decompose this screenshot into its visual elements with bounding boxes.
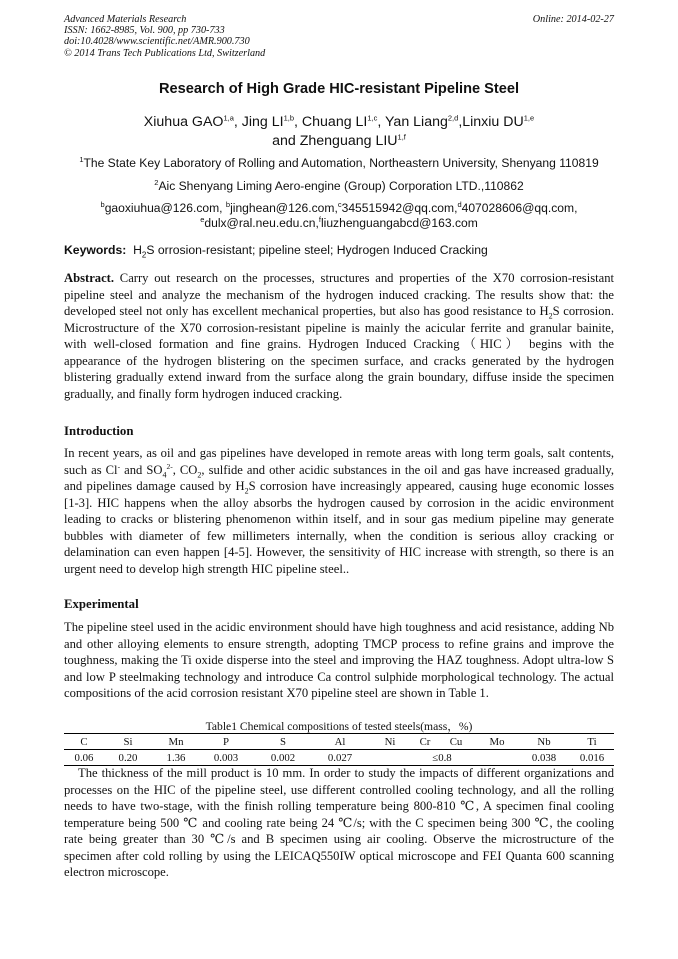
introduction-text (64, 445, 614, 577)
doi-line: doi:10.4028/www.scientific.net/AMR.900.730 (64, 36, 250, 48)
author-name: , Jing LI (233, 114, 284, 130)
aff-sup: 2 (154, 177, 159, 187)
table-cell: 0.003 (200, 750, 252, 766)
author-sup: 1,c (367, 113, 378, 123)
author-name: , Yan Liang (377, 114, 448, 130)
author-sup: 1,f (397, 132, 406, 142)
table-cell: 0.20 (104, 750, 152, 766)
table-header-cell: Cr (414, 734, 436, 750)
table-header-cell: S (252, 734, 314, 750)
email-sup: e (200, 214, 205, 224)
aff-text: The State Key Laboratory of Rolling and Automation, Northeastern University, Shenyang 110819 (83, 156, 599, 170)
issn-line: ISSN: 1662-8985, Vol. 900, pp 730-733 (64, 25, 225, 37)
table-header-cell: Al (314, 734, 366, 750)
email: 345515942@qq.com, (341, 201, 458, 215)
table-cell: 0.002 (252, 750, 314, 766)
intro-sub: 2 (197, 470, 202, 480)
author-name: Xiuhua GAO (143, 114, 224, 130)
keywords (64, 243, 488, 260)
email-list (0, 201, 678, 231)
author-sup: 2,d (447, 113, 459, 123)
intro-text: , sulfide and other acidic substances in the oil and gas have increased gradually, and pipelines damage caused by H (64, 462, 614, 493)
table-header-cell: Cu (436, 734, 476, 750)
email: gaoxiuhua@126.com, (104, 201, 226, 215)
email-sup: d (457, 199, 462, 209)
email: jinghean@126.com, (230, 201, 338, 215)
author-name: ,Linxiu DU (458, 114, 524, 130)
table-cell: 0.06 (64, 750, 104, 766)
table-header-cell: Ti (570, 734, 614, 750)
author-sup: 1,e (523, 113, 535, 123)
author-sup: 1,a (223, 113, 234, 123)
intro-sup: 2- (166, 461, 173, 471)
email-sup: b (225, 199, 231, 209)
author-name: , Chuang LI (294, 114, 368, 130)
email-sup: c (337, 199, 342, 209)
introduction-heading: Introduction (64, 424, 134, 438)
intro-text: S corrosion have increasingly appeared, causing huge economic losses [1-3]. HIC happens when the alloy absorbs the hydrogen caused by corrosion in the acidic environment leading to cracks or blistering phenomenon within itself, and in sour gas medium pipeline may generate bubbles with diameter of few millimeters internally, when the condition is serious alloy cracking or delamination can even happen [4-5]. However, the sensitivity of HIC increase with strength, so there is an urgent need to develop high strength HIC pipeline steel.. (64, 479, 614, 576)
online-date: Online: 2014-02-27 (532, 14, 614, 25)
abstract-label: Abstract. (64, 271, 115, 285)
table-header-cell: P (200, 734, 252, 750)
table-cell: 1.36 (152, 750, 200, 766)
table-header-cell: Nb (518, 734, 570, 750)
paper-title: Research of High Grade HIC-resistant Pipeline Steel (158, 81, 520, 97)
aff-text: Aic Shenyang Liming Aero-engine (Group) Corporation LTD.,110862 (158, 179, 524, 193)
abstract (64, 270, 614, 402)
author-list (0, 113, 678, 151)
author-name: and Zhenguang LIU (272, 133, 398, 149)
table-header-cell: Mn (152, 734, 200, 750)
table-cell: 0.038 (518, 750, 570, 766)
table-cell: 0.016 (570, 750, 614, 766)
email: 407028606@qq.com, (461, 201, 578, 215)
email: liuzhenguangabcd@163.com (320, 216, 478, 230)
intro-sub: 4 (162, 470, 167, 480)
keyword-sub: 2 (141, 250, 147, 260)
table-header-cell: Si (104, 734, 152, 750)
email: dulx@ral.neu.edu.cn, (204, 216, 319, 230)
table-caption: Table1 Chemical compositions of tested steels(mass，%) (205, 720, 473, 733)
affiliation-1 (0, 156, 678, 171)
table-cell: 0.027 (314, 750, 366, 766)
journal-header (64, 14, 265, 59)
keyword-text: S orrosion-resistant; pipeline steel; Hydrogen Induced Cracking (146, 243, 488, 257)
copyright-line: © 2014 Trans Tech Publications Ltd, Switzerland (64, 47, 266, 59)
email-sup: b (100, 199, 105, 209)
experimental-text-2: The thickness of the mill product is 10 mm. In order to study the impacts of different organizations and processes on the HIC of the pipeline steel, use different controlled cooling technology, and all the rolling needs to have two-stage, with the finish rolling temperature being 800-810 ℃, A specimen final cooling temperature being 500 ℃ and cooling rate being 24 ℃/s; with the C specimen being 300 ℃, the cooling rate being greater than 30 ℃/s and B specimen using air cooling. Observe the microstructure of the specimen after cold rolling by using the LEICAQ550IW optical microscope and FEI Quanta 600 scanning electron microscope. (64, 766, 614, 879)
email-sup: f (318, 214, 321, 224)
table-row (64, 750, 614, 766)
affiliation-2 (0, 179, 678, 194)
table-header-cell: Mo (476, 734, 518, 750)
intro-text: In recent years, as oil and gas pipelines have developed in remote areas with long term goals, salt contents, such as Cl (64, 446, 614, 477)
keyword-text: H (133, 243, 142, 257)
keywords-label: Keywords: (64, 243, 127, 257)
abstract-text: Carry out research on the processes, structures and properties of the X70 corrosion-resistant pipeline steel and analyze the mechanism of the hydrogen induced cracking. The results show that: the developed steel not only has excellent mechanical properties, but also has good resistance to H (64, 271, 614, 318)
intro-text: , CO (172, 462, 198, 477)
experimental-heading: Experimental (64, 597, 139, 611)
journal-name: Advanced Materials Research (64, 14, 187, 25)
table-cell: ≤0.8 (366, 750, 518, 766)
intro-sub: 2 (244, 486, 249, 496)
aff-sup: 1 (79, 154, 84, 164)
experimental-text-1: The pipeline steel used in the acidic environment should have high toughness and acid resistance, adding Nb and other alloying elements to ensure strength, adopting TMCP process to refine grains and improve the toughness, making the Ti oxide disperse into the steel and improving the HAZ toughness. Adopt ultra-low S and low P steelmaking technology and introduce Ca control sulphide morphological technology. The actual compositions of the acid corrosion resistant X70 pipeline steel are shown in Table 1. (64, 620, 614, 700)
composition-table (64, 733, 614, 766)
table-header-cell: Ni (366, 734, 414, 750)
intro-text: and SO (120, 462, 163, 477)
table-header-cell: C (64, 734, 104, 750)
table-header-row (64, 734, 614, 750)
intro-sup: - (117, 461, 121, 471)
abstract-text: S corrosion. Microstructure of the X70 corrosion-resistant pipeline is mainly the acicular ferrite and granular bainite, with well-closed formation and fine grains. Hydrogen Induced Cracking（HIC） begins with the appearance of the hydrogen blistering on the specimen surface, and cracks generated by the hydrogen blistering gradually extend inward from the surface along the grain boundary, diffuse inside the specimen gradually, and finally form hydrogen induced cracking. (64, 304, 614, 401)
author-sup: 1,b (283, 113, 295, 123)
abstract-sub: 2 (548, 311, 553, 321)
